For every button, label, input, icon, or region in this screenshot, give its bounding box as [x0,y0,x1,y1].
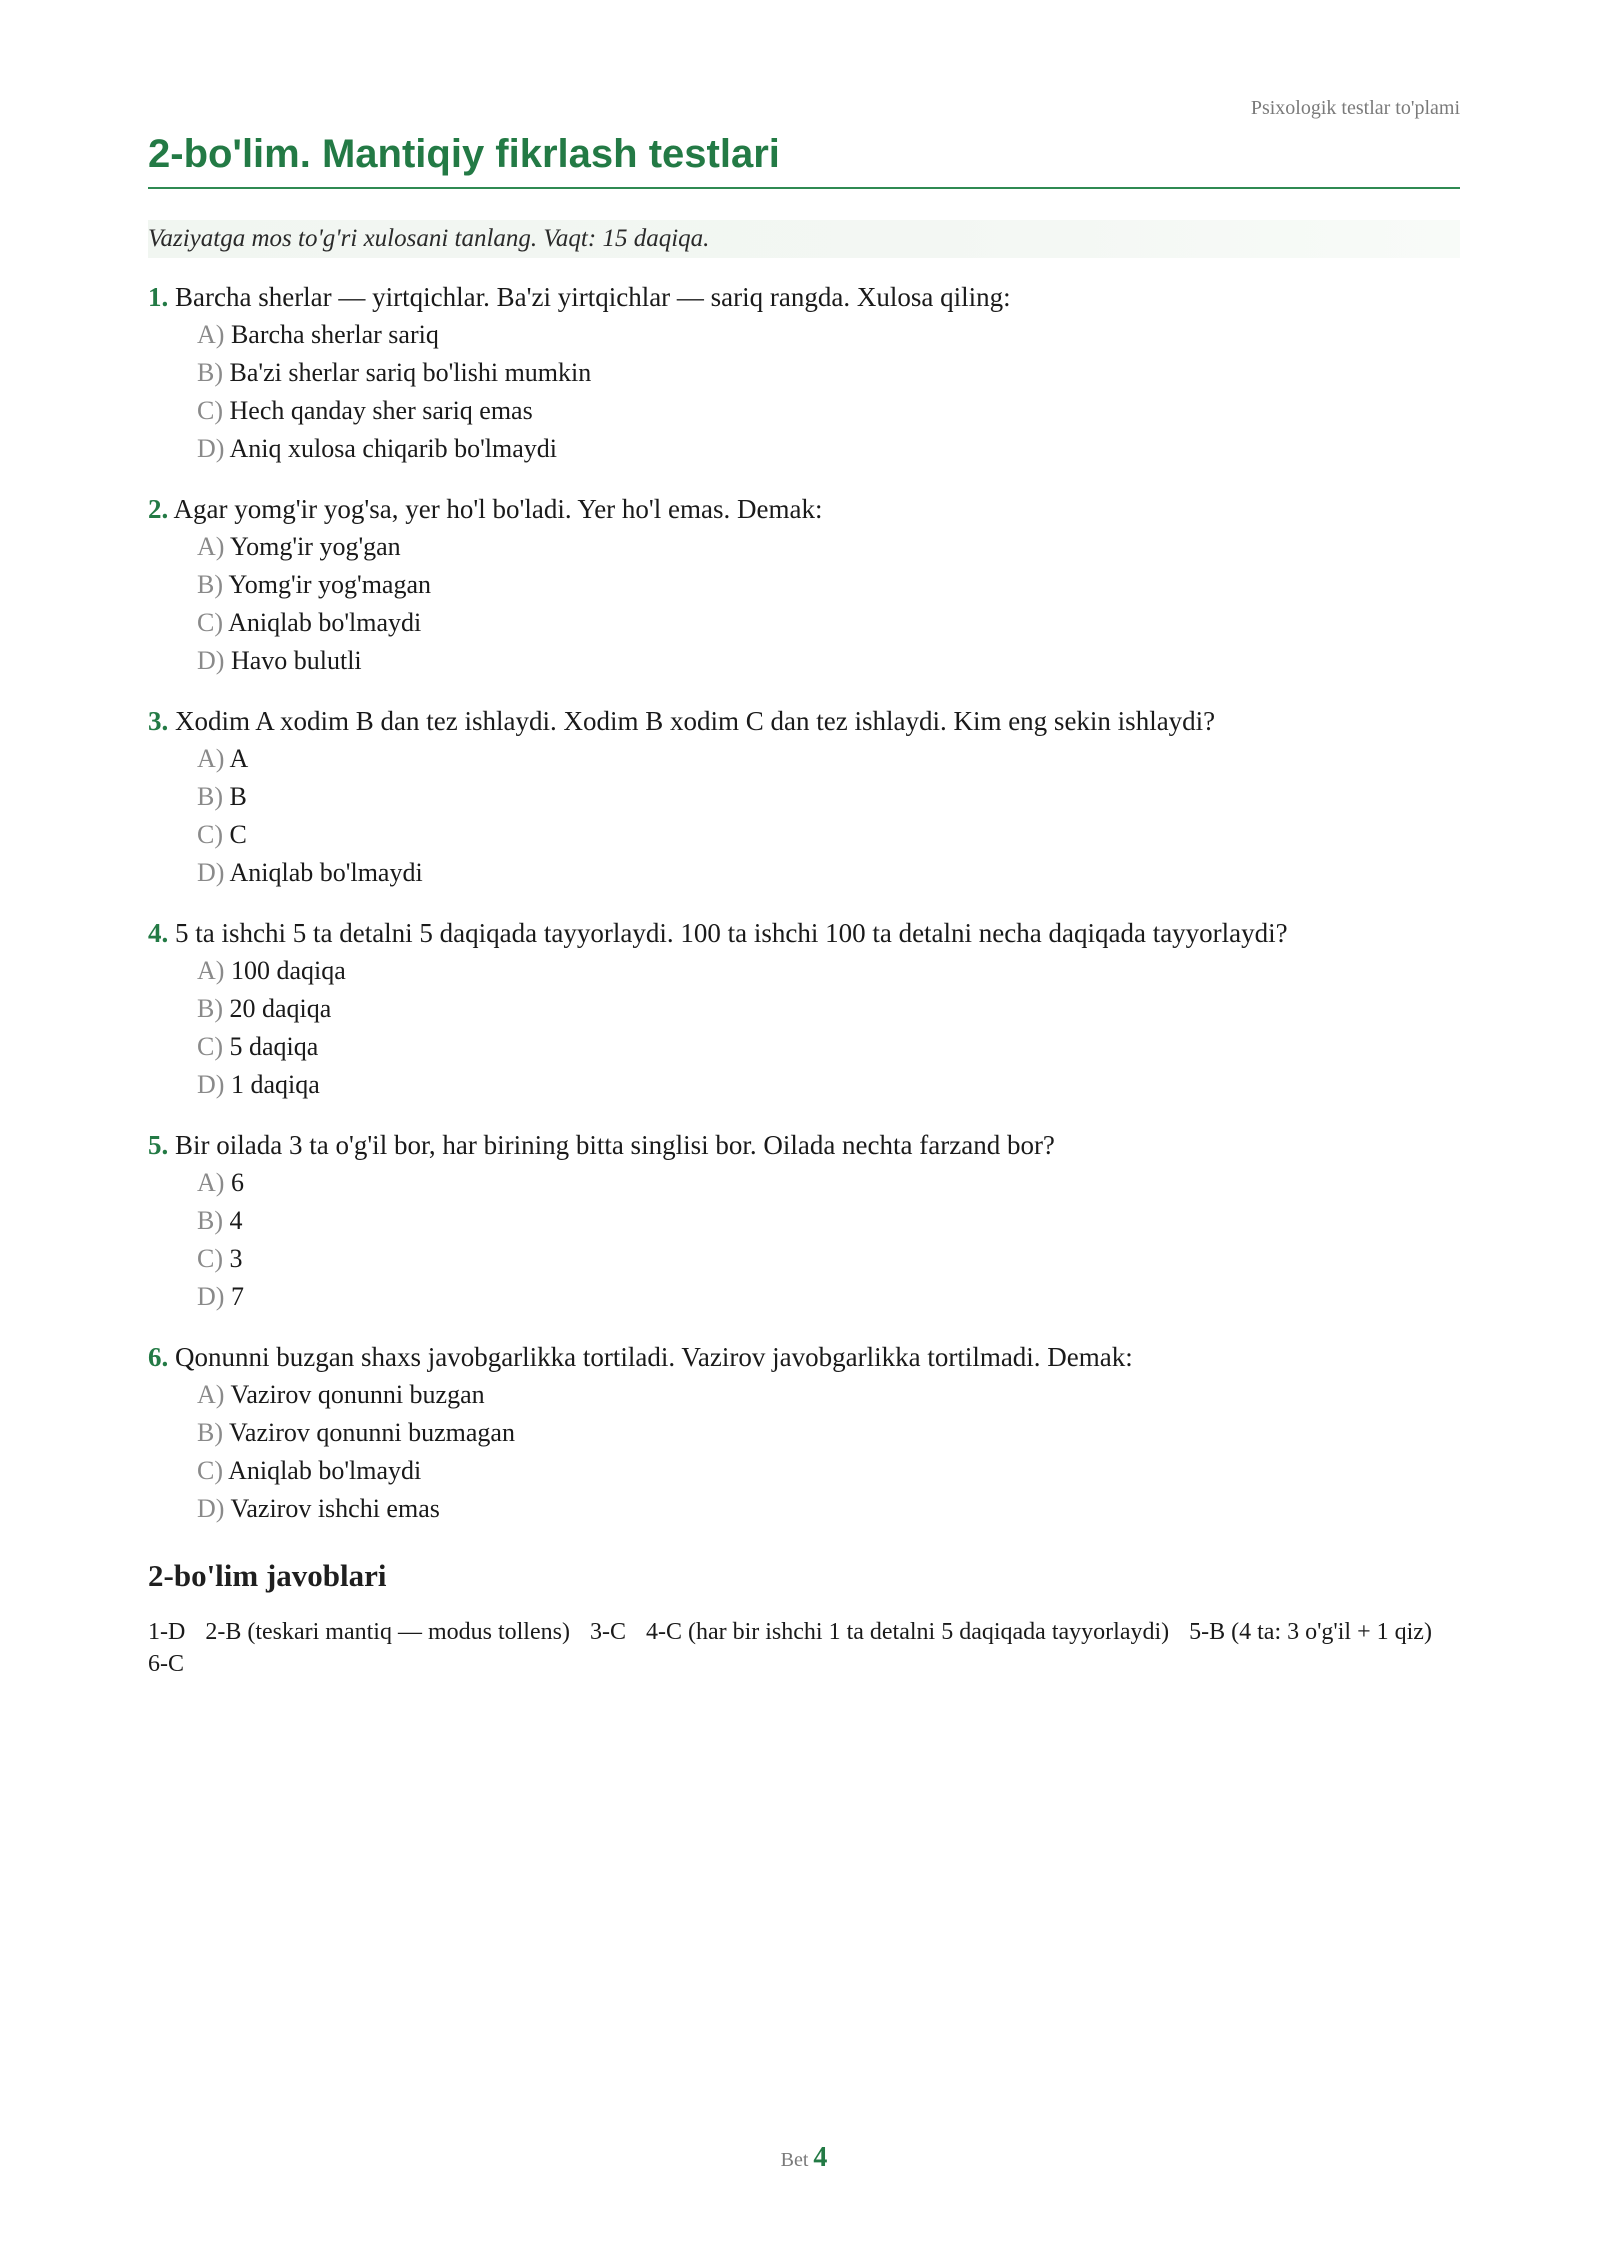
option-text: Havo bulutli [230,646,362,675]
option-c [197,392,1460,430]
option-text: 100 daqiqa [230,956,346,985]
option-d [197,642,1460,680]
option-text: Yomg'ir yog'gan [229,532,401,561]
answers-heading: 2-bo'lim javoblari [148,1558,387,1593]
option-d [197,1278,1460,1316]
question-2 [148,490,1460,680]
answer-item: 1-D [148,1619,186,1645]
question-stem [148,1338,1460,1376]
option-text: A [229,744,249,773]
question-stem [148,278,1460,316]
question-stem [148,490,1460,528]
section-instructions: Vaziyatga mos to'g'ri xulosani tanlang. Vaqt: 15 daqiqa. [148,220,1460,258]
option-a [197,740,1460,778]
option-a [197,1164,1460,1202]
option-text: Aniq xulosa chiqarib bo'lmaydi [229,434,557,463]
option-b [197,566,1460,604]
option-list [148,952,1460,1104]
option-text: 1 daqiqa [230,1070,320,1099]
page-footer [148,2142,1460,2174]
option-letter: A) [197,320,225,349]
question-stem [148,1126,1460,1164]
question-number: 1. [148,282,169,312]
option-a [197,1376,1460,1414]
question-text: Xodim A xodim B dan tez ishlaydi. Xodim B xodim C dan tez ishlaydi. Kim eng sekin ishlaydi? [175,706,1216,736]
question-1 [148,278,1460,468]
option-letter: C) [197,1244,223,1273]
question-stem [148,702,1460,740]
option-d [197,1490,1460,1528]
option-letter: C) [197,1032,223,1061]
answer-item: 4-C (har bir ishchi 1 ta detalni 5 daqiqada tayyorlaydi) [645,1619,1170,1645]
section-title: 2-bo'lim. Mantiqiy fikrlash testlari [148,132,1460,189]
answer-item: 5-B (4 ta: 3 o'g'il + 1 qiz) [1189,1619,1432,1645]
option-list [148,1376,1460,1528]
option-c [197,1452,1460,1490]
option-text: Yomg'ir yog'magan [228,570,431,599]
option-letter: B) [197,1206,223,1235]
question-stem [148,914,1460,952]
question-text: Qonunni buzgan shaxs javobgarlikka tortiladi. Vazirov javobgarlikka tortilmadi. Demak: [175,1342,1133,1372]
option-text: C [229,820,247,849]
option-list [148,1164,1460,1316]
question-number: 4. [148,918,169,948]
option-list [148,740,1460,892]
question-3 [148,702,1460,892]
option-letter: D) [197,1494,225,1523]
option-b [197,990,1460,1028]
option-text: 7 [230,1282,244,1311]
option-text: Aniqlab bo'lmaydi [229,858,423,887]
option-letter: A) [197,1168,225,1197]
option-text: Aniqlab bo'lmaydi [228,608,422,637]
option-c [197,604,1460,642]
option-text: Hech qanday sher sariq emas [229,396,533,425]
option-d [197,1066,1460,1104]
option-d [197,854,1460,892]
option-letter: C) [197,1456,223,1485]
option-letter: A) [197,744,225,773]
option-letter: D) [197,646,225,675]
answer-item: 2-B (teskari mantiq — modus tollens) [205,1619,570,1645]
question-number: 2. [148,494,169,524]
question-list [148,278,1460,1550]
option-text: 3 [229,1244,243,1273]
option-list [148,316,1460,468]
option-b [197,778,1460,816]
option-a [197,952,1460,990]
question-text: Agar yomg'ir yog'sa, yer ho'l bo'ladi. Yer ho'l emas. Demak: [173,494,823,524]
option-text: 5 daqiqa [229,1032,319,1061]
document-page [148,0,1460,2262]
option-text: Vazirov qonunni buzgan [230,1380,485,1409]
answer-item: 3-C [589,1619,626,1645]
option-letter: B) [197,782,223,811]
option-letter: A) [197,956,225,985]
question-5 [148,1126,1460,1316]
option-letter: B) [197,1418,223,1447]
question-text: 5 ta ishchi 5 ta detalni 5 daqiqada tayyorlaydi. 100 ta ishchi 100 ta detalni necha daqiqada tayyorlaydi? [175,918,1288,948]
running-header: Psixologik testlar to'plami [1250,97,1460,119]
option-list [148,528,1460,680]
option-a [197,528,1460,566]
option-d [197,430,1460,468]
option-text: Aniqlab bo'lmaydi [228,1456,422,1485]
option-letter: D) [197,1070,225,1099]
answer-item: 6-C [148,1651,184,1677]
question-4 [148,914,1460,1104]
question-number: 6. [148,1342,169,1372]
question-number: 5. [148,1130,169,1160]
page-label: Bet [780,2149,809,2171]
option-letter: B) [197,994,223,1023]
option-c [197,816,1460,854]
option-b [197,1414,1460,1452]
question-number: 3. [148,706,169,736]
option-letter: C) [197,396,223,425]
question-6 [148,1338,1460,1528]
option-letter: D) [197,434,225,463]
option-letter: C) [197,820,223,849]
option-letter: B) [197,570,223,599]
option-b [197,1202,1460,1240]
option-text: Vazirov ishchi emas [230,1494,440,1523]
option-b [197,354,1460,392]
option-c [197,1028,1460,1066]
option-text: Barcha sherlar sariq [230,320,439,349]
answers-key [148,1616,1460,1680]
option-text: 6 [230,1168,244,1197]
option-a [197,316,1460,354]
option-text: Ba'zi sherlar sariq bo'lishi mumkin [229,358,592,387]
question-text: Barcha sherlar — yirtqichlar. Ba'zi yirtqichlar — sariq rangda. Xulosa qiling: [175,282,1011,312]
option-letter: A) [197,1380,225,1409]
option-letter: C) [197,608,223,637]
option-text: 20 daqiqa [229,994,332,1023]
option-letter: A) [197,532,225,561]
option-text: B [229,782,247,811]
option-text: Vazirov qonunni buzmagan [229,1418,515,1447]
page-number: 4 [813,2142,828,2173]
question-text: Bir oilada 3 ta o'g'il bor, har birining bitta singlisi bor. Oilada nechta farzand bor? [175,1130,1055,1160]
option-letter: D) [197,858,225,887]
option-c [197,1240,1460,1278]
option-letter: D) [197,1282,225,1311]
option-text: 4 [229,1206,243,1235]
option-letter: B) [197,358,223,387]
